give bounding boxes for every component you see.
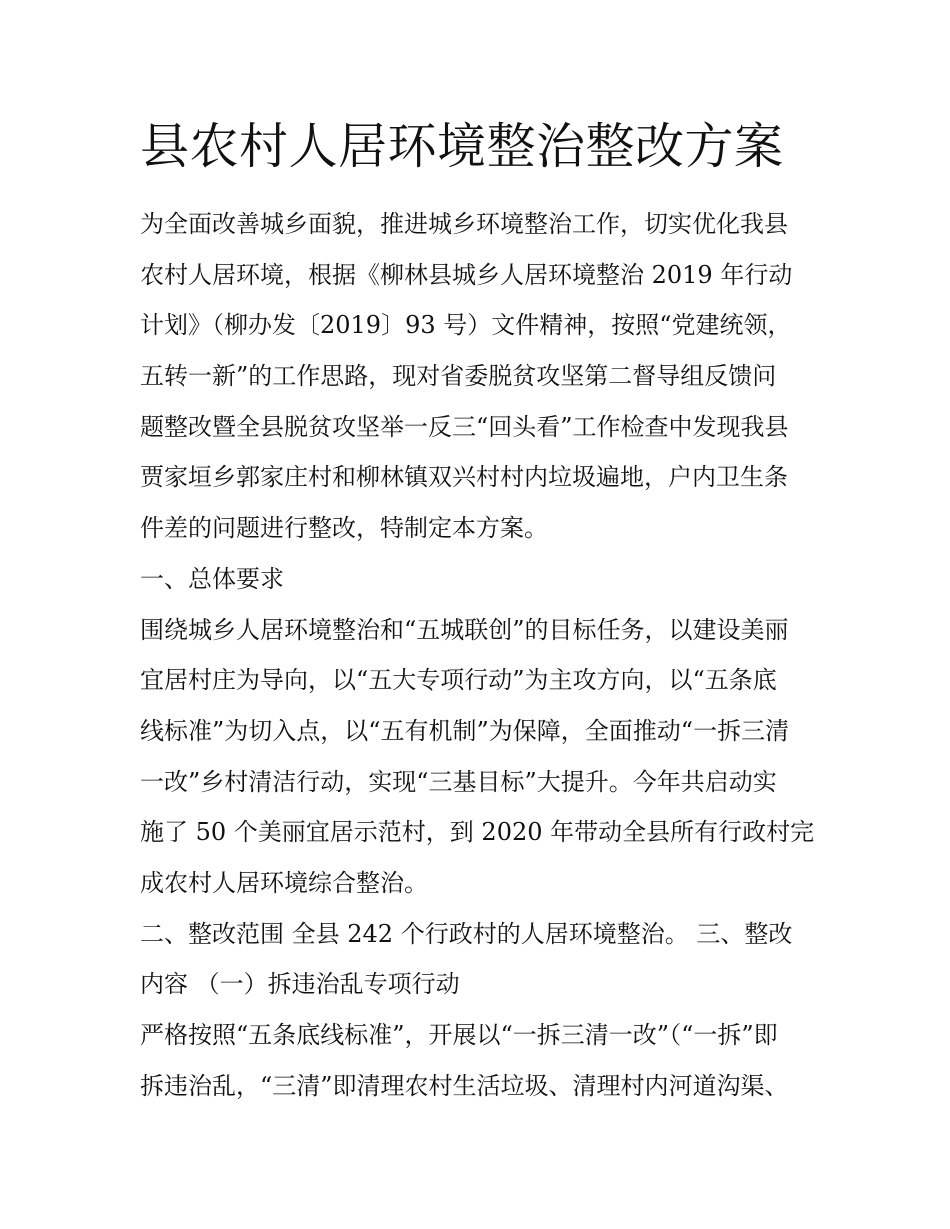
body-line-13: 施了 50 个美丽宜居示范村，到 2020 年带动全县所有行政村完 bbox=[140, 818, 815, 847]
body-line-14: 成农村人居环境综合整治。 bbox=[140, 868, 428, 897]
section-heading-content: 内容 （一）拆违治乱专项行动 bbox=[140, 970, 460, 999]
body-line-1: 为全面改善城乡面貌，推进城乡环境整治工作，切实优化我县 bbox=[140, 210, 788, 238]
body-line-10: 宜居村庄为导向，以“五大专项行动”为主攻方向，以“五条底 bbox=[140, 666, 777, 695]
body-line-3: 计划》（柳办发〔2019〕93 号）文件精神，按照“党建统领， bbox=[140, 311, 792, 340]
body-line-18: 拆违治乱，“三清”即清理农村生活垃圾、清理村内河道沟渠、 bbox=[140, 1071, 789, 1100]
body-line-17: 严格按照“五条底线标准”，开展以“一拆三清一改”（“一拆”即 bbox=[140, 1021, 778, 1049]
document-title: 县农村人居环境整治整改方案 bbox=[140, 118, 784, 175]
body-line-6: 贾家垣乡郭家庄村和柳林镇双兴村村内垃圾遍地，户内卫生条 bbox=[140, 463, 788, 492]
section-heading-overall-requirements: 一、总体要求 bbox=[140, 564, 284, 593]
section-heading-scope: 二、整改范围 全县 242 个行政村的人居环境整治。 三、整改 bbox=[140, 919, 793, 948]
body-line-2: 农村人居环境，根据《柳林县城乡人居环境整治 2019 年行动 bbox=[140, 260, 793, 289]
document-body bbox=[140, 199, 830, 1111]
body-line-9: 围绕城乡人居环境整治和“五城联创”的目标任务，以建设美丽 bbox=[140, 615, 789, 644]
body-line-12: 一改”乡村清洁行动，实现“三基目标”大提升。今年共启动实 bbox=[140, 767, 777, 796]
body-line-5: 题整改暨全县脱贫攻坚举一反三“回头看”工作检查中发现我县 bbox=[140, 412, 789, 441]
body-line-7: 件差的问题进行整改，特制定本方案。 bbox=[140, 514, 548, 543]
body-line-4: 五转一新”的工作思路，现对省委脱贫攻坚第二督导组反馈问 bbox=[140, 362, 777, 391]
body-line-11: 线标准”为切入点，以“五有机制”为保障，全面推动“一拆三清 bbox=[140, 716, 790, 745]
